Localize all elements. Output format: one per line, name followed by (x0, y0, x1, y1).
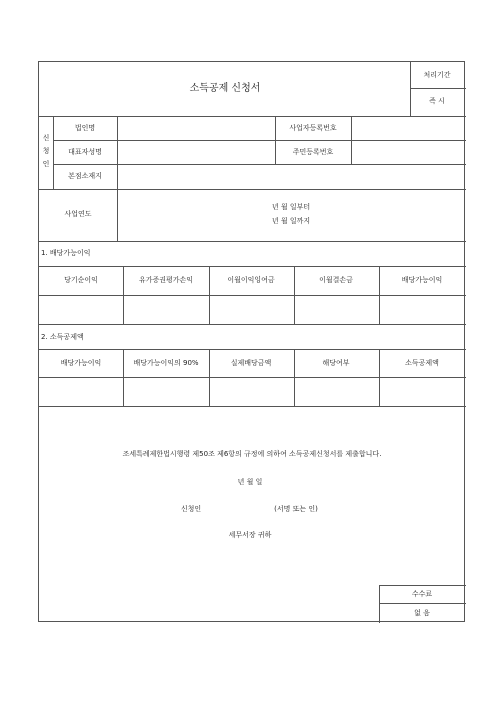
applicant-label-divider (117, 116, 118, 189)
signature-or-seal-label: (서명 또는 인) (274, 505, 318, 513)
applicant-mid-divider-1 (275, 116, 276, 164)
fiscal-year-to: 년 월 일까지 (271, 217, 311, 225)
biz-reg-no-label: 사업자등록번호 (289, 124, 337, 132)
fee-box-mid (379, 603, 466, 604)
processing-period-value: 즉 시 (429, 97, 445, 105)
section2-bottom (39, 406, 466, 407)
declaration-statement: 조세특례제한법시행령 제50조 제6항의 규정에 의하여 소득공제신청서를 제출합니다. (122, 450, 382, 458)
section2-col-divider-1 (123, 349, 124, 406)
applicant-signature-label: 신청인 (180, 505, 202, 513)
processing-divider (410, 88, 466, 89)
section2-title: 2. 소득공제액 (41, 333, 84, 341)
fiscal-year-divider (117, 189, 118, 241)
section2-col-divider-4 (379, 349, 380, 406)
section2-col-1: 배당가능이익 (60, 359, 102, 367)
applicant-side-label-3: 인 (42, 160, 50, 168)
section1-col-divider-2 (209, 266, 210, 324)
section1-col-divider-3 (294, 266, 295, 324)
declaration-date: 년 월 일 (237, 478, 263, 486)
section1-col-4: 이월결손금 (319, 276, 353, 284)
fiscal-year-from: 년 월 일부터 (271, 203, 311, 211)
applicant-side-divider (53, 116, 54, 189)
section2-col-4: 해당여부 (322, 359, 350, 367)
resident-no-label: 주민등록번호 (292, 148, 334, 156)
section2-col-divider-3 (294, 349, 295, 406)
fee-value: 없 음 (414, 609, 430, 617)
fee-label: 수수료 (411, 590, 433, 598)
fiscal-year-bottom-line (39, 241, 466, 242)
section2-col-3: 실제배당금액 (230, 359, 272, 367)
fee-box-left (379, 585, 380, 623)
section1-header-top (39, 266, 466, 267)
fee-box-top (379, 585, 466, 586)
form-title: 소득공제 신청서 (189, 83, 261, 94)
header-divider (410, 62, 411, 116)
applicant-mid-divider-2 (351, 116, 352, 164)
applicant-row-line-1 (53, 140, 466, 141)
rep-name-label: 대표자성명 (68, 148, 102, 156)
section2-header-top (39, 349, 466, 350)
processing-period-label: 처리기간 (423, 71, 451, 79)
applicant-side-label-1: 신 (42, 134, 50, 142)
section1-col-5: 배당가능이익 (401, 276, 443, 284)
applicant-row-line-2 (53, 164, 466, 165)
section2-header-bottom (39, 377, 466, 378)
section2-col-5: 소득공제액 (405, 359, 439, 367)
section1-col-2: 유가증권평가손익 (138, 276, 194, 284)
section1-bottom (39, 324, 466, 325)
section2-col-2: 배당가능이익의 90% (133, 359, 199, 367)
head-office-label: 본점소재지 (68, 172, 102, 180)
header-bottom-line (39, 116, 466, 117)
section2-col-divider-2 (209, 349, 210, 406)
section1-col-1: 당기순이익 (64, 276, 98, 284)
section1-header-bottom (39, 295, 466, 296)
section1-col-divider-4 (379, 266, 380, 324)
section1-col-divider-1 (123, 266, 124, 324)
tax-office-addressee: 세무서장 귀하 (228, 531, 272, 539)
applicant-side-label-2: 청 (42, 147, 50, 155)
applicant-bottom-line (39, 189, 466, 190)
corp-name-label: 법인명 (74, 124, 96, 132)
section1-title: 1. 배당가능이익 (41, 249, 91, 257)
fiscal-year-label: 사업연도 (64, 210, 92, 218)
section1-col-3: 이월이익잉여금 (227, 276, 275, 284)
income-deduction-application-form (38, 61, 465, 622)
